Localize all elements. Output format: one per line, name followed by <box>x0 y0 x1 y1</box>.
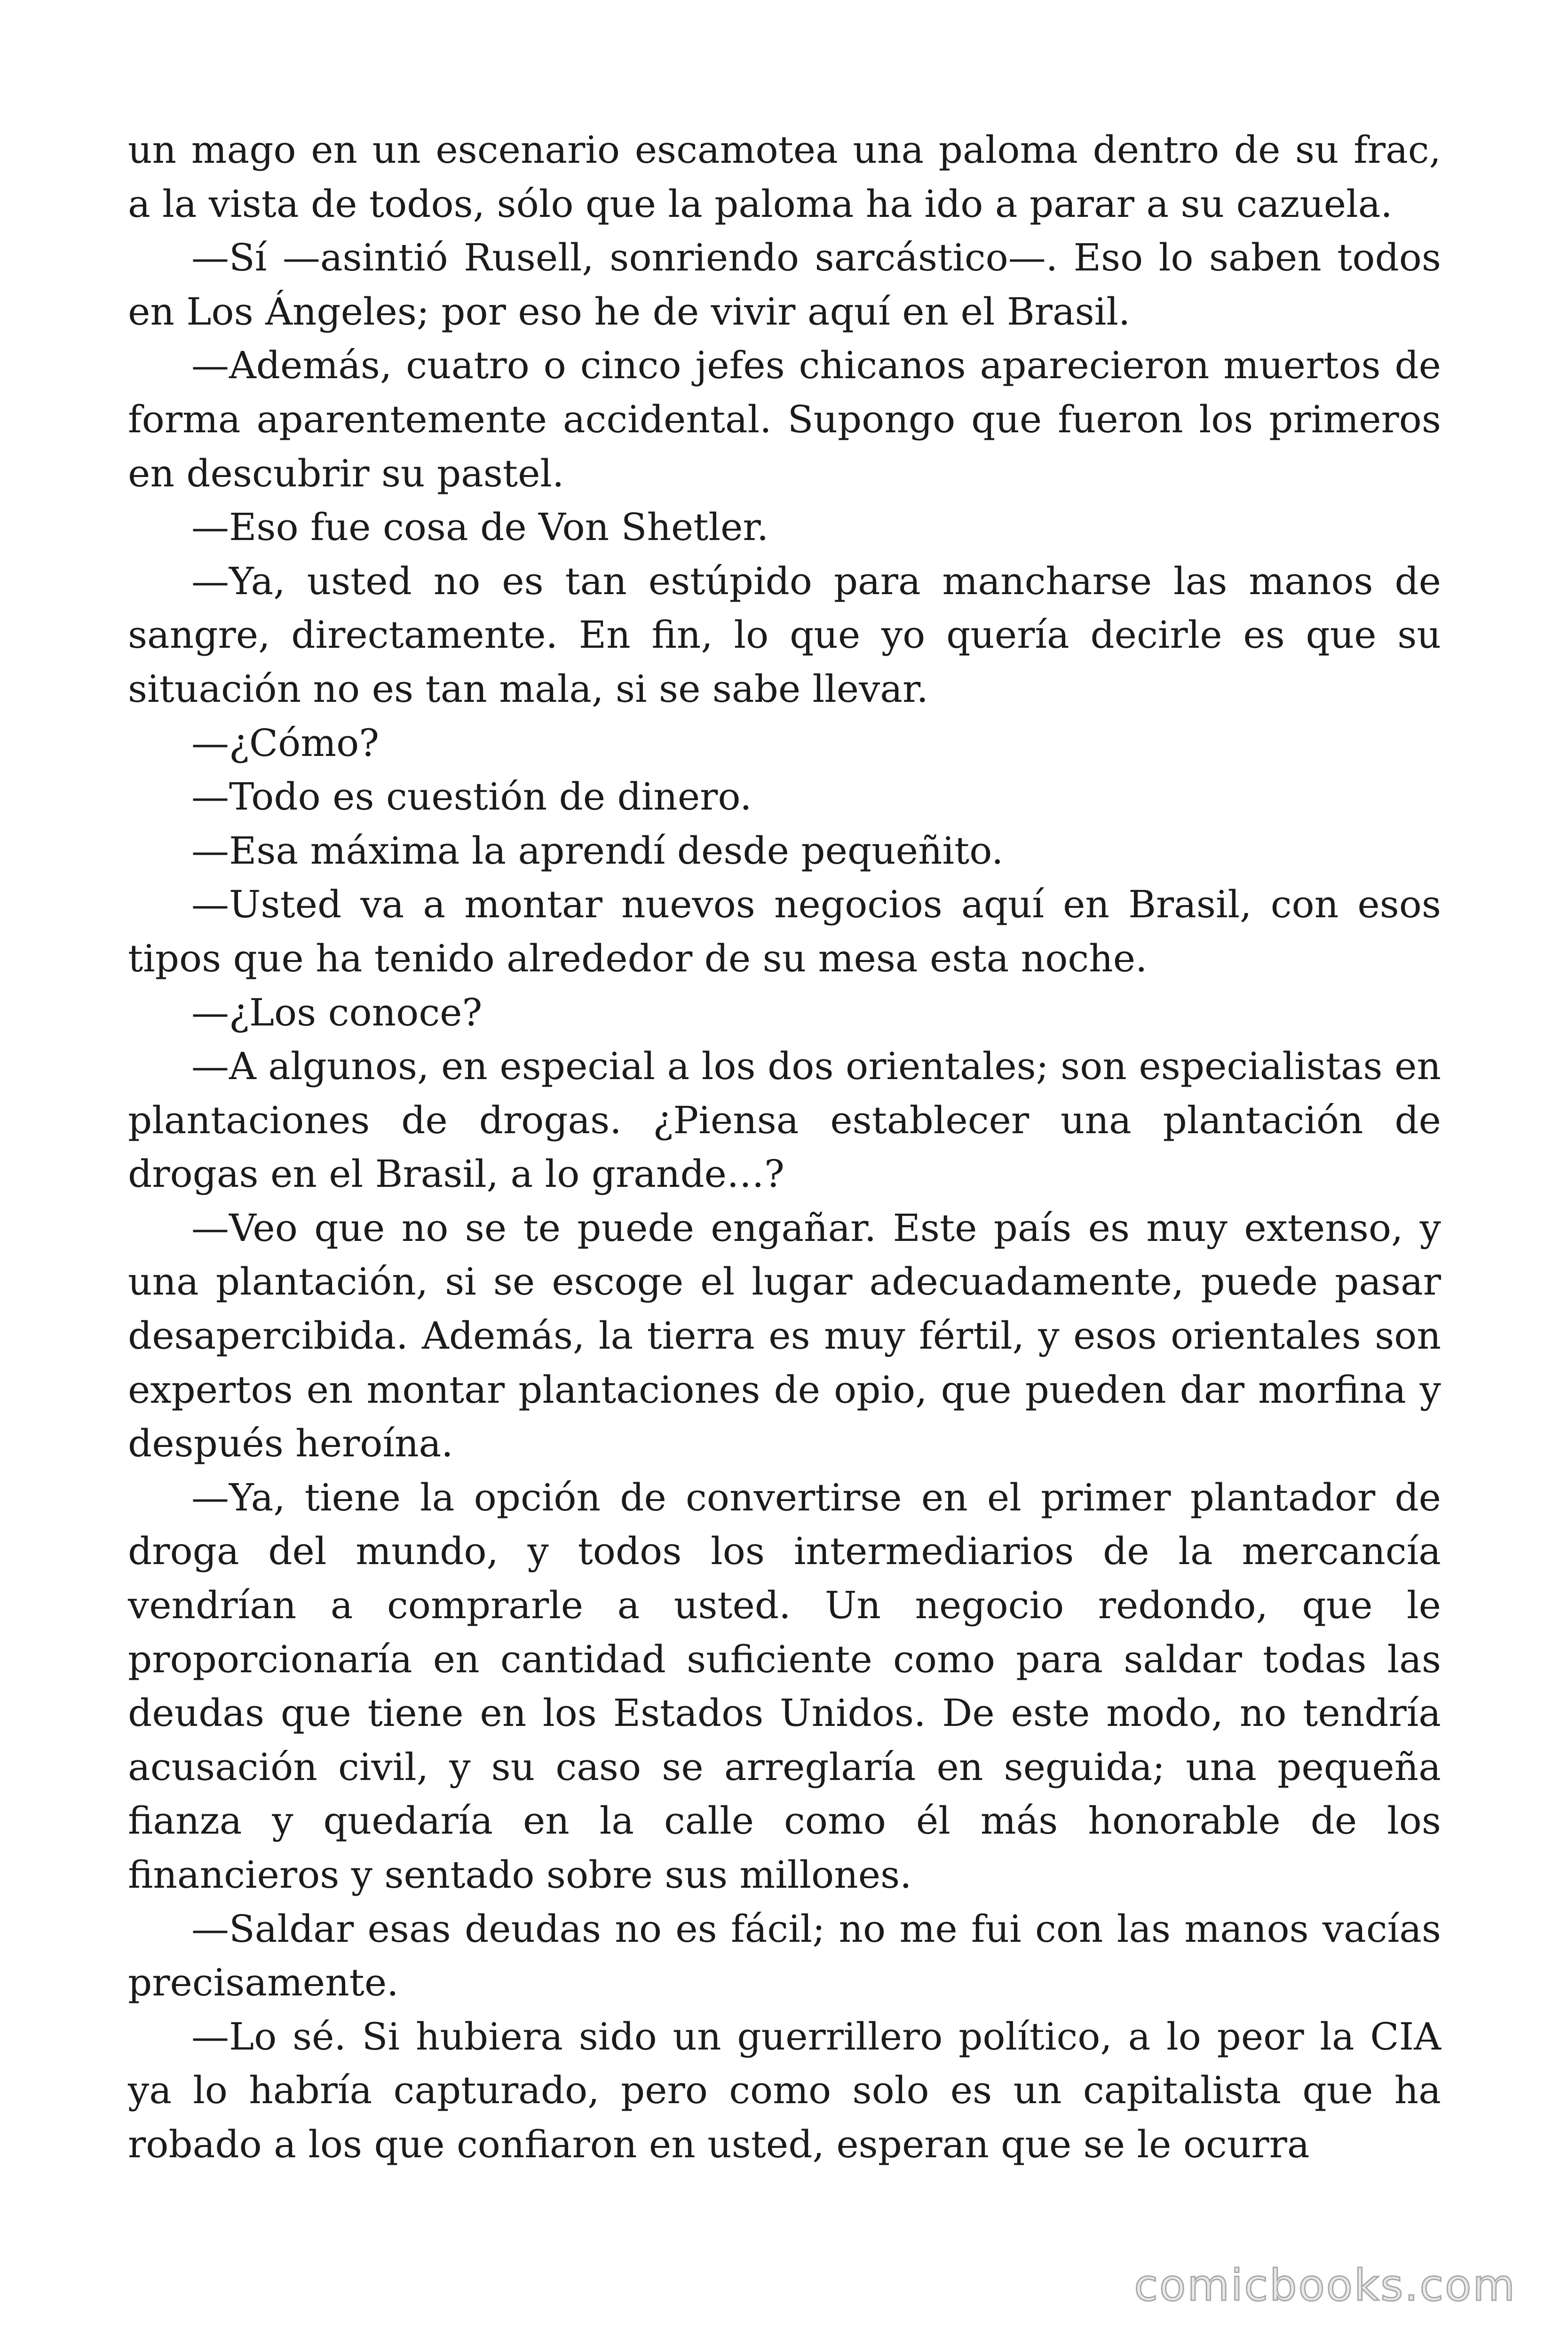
paragraph: —Usted va a montar nuevos negocios aquí en Brasil, con esos tipos que ha tenido alrededor de su mesa esta noche. <box>128 882 1441 980</box>
paragraph: —Ya, tiene la opción de convertirse en el primer plantador de droga del mundo, y todos los intermediarios de la mercancía vendrían a comprarle a usted. Un negocio redondo, que le proporcionaría en cantidad suficiente como para saldar todas las deudas que tiene en los Estados Unidos. De este modo, no tendría acusación civil, y su caso se arreglaría en seguida; una pequeña fianza y quedaría en la calle como él más honorable de los financieros y sentado sobre sus millones. <box>128 1475 1441 1897</box>
watermark: comicbooks.com <box>1134 2260 1516 2311</box>
paragraph: un mago en un escenario escamotea una paloma dentro de su frac, a la vista de todos, sólo que la paloma ha ido a parar a su cazuela. <box>128 128 1441 226</box>
page-text <box>128 123 1441 2172</box>
paragraph: —A algunos, en especial a los dos orientales; son especialistas en plantaciones de drogas. ¿Piensa establecer una plantación de drogas en el Brasil, a lo grande…? <box>128 1044 1441 1196</box>
paragraph: —Todo es cuestión de dinero. <box>191 775 752 819</box>
paragraph: —Eso fue cosa de Von Shetler. <box>191 505 769 549</box>
paragraph: —Además, cuatro o cinco jefes chicanos aparecieron muertos de forma aparentemente accidental. Supongo que fueron los primeros en descubrir su pastel. <box>128 343 1441 495</box>
paragraph: —Esa máxima la aprendí desde pequeñito. <box>191 828 1004 873</box>
paragraph: —Veo que no se te puede engañar. Este país es muy extenso, y una plantación, si se escoge el lugar adecuadamente, puede pasar desapercibida. Además, la tierra es muy fértil, y esos orientales son expertos en montar plantaciones de opio, que pueden dar morfina y después heroína. <box>128 1206 1441 1466</box>
paragraph: —Saldar esas deudas no es fácil; no me fui con las manos vacías precisamente. <box>128 1907 1441 2005</box>
paragraph: —Ya, usted no es tan estúpido para mancharse las manos de sangre, directamente. En fin, lo que yo quería decirle es que su situación no es tan mala, si se sabe llevar. <box>128 559 1441 711</box>
paragraph: —¿Los conoce? <box>191 990 483 1034</box>
paragraph: —Sí —asintió Rusell, sonriendo sarcástico—. Eso lo saben todos en Los Ángeles; por eso he de vivir aquí en el Brasil. <box>128 236 1441 334</box>
paragraph: —¿Cómo? <box>191 721 380 765</box>
paragraph: —Lo sé. Si hubiera sido un guerrillero político, a lo peor la CIA ya lo habría capturado, pero como solo es un capitalista que ha robado a los que confiaron en usted, esperan que se le ocurra <box>128 2014 1441 2166</box>
